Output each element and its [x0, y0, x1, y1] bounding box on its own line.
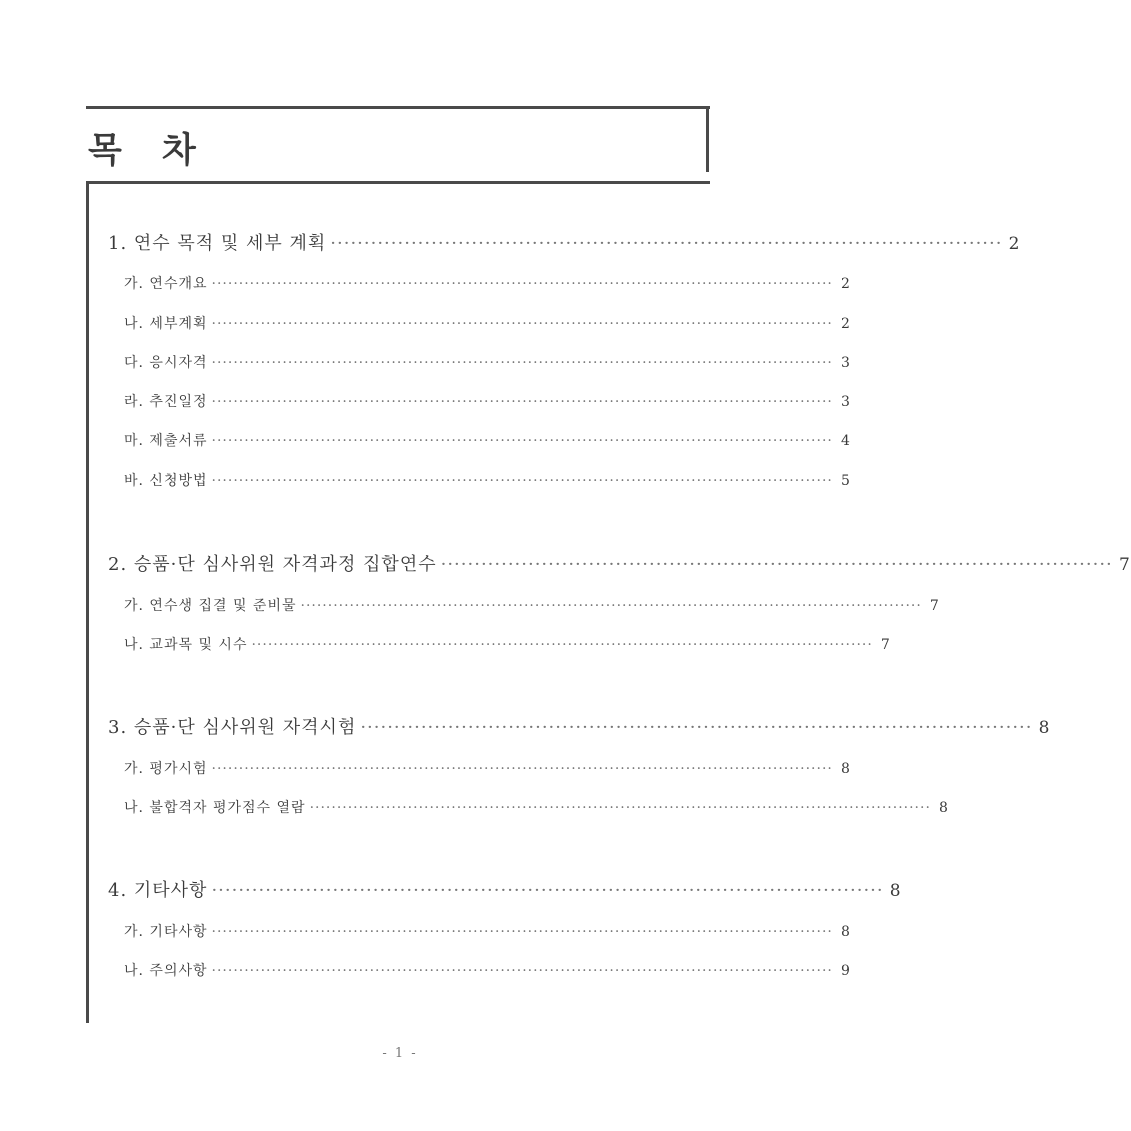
- toc-page-number: 2: [1008, 234, 1021, 254]
- leader-dots: ··················································································································: [211, 433, 833, 449]
- leader-dots: ··················································································································: [211, 394, 833, 410]
- toc-page-number: 8: [1038, 718, 1051, 738]
- toc-item-2-1[interactable]: [108, 595, 940, 615]
- toc-item-label: 마. 제출서류: [124, 433, 208, 449]
- toc-page-number: 5: [840, 473, 851, 489]
- leader-dots: ··················································································································: [251, 637, 873, 653]
- leader-dots: ··················································································································: [300, 598, 922, 614]
- toc-item-label: 바. 신청방법: [124, 473, 208, 489]
- toc-item-4-1[interactable]: [108, 921, 851, 941]
- toc-item-4-2[interactable]: [108, 960, 851, 980]
- toc-item-label: 라. 추진일정: [124, 394, 208, 410]
- toc-item-label: 가. 연수개요: [124, 276, 208, 292]
- toc-page-number: 9: [840, 963, 851, 979]
- toc-page-number: 8: [840, 924, 851, 940]
- toc-item-label: 가. 기타사항: [124, 924, 208, 940]
- leader-dots: ··················································································································: [211, 355, 833, 371]
- toc-item-1-3[interactable]: [108, 352, 851, 372]
- toc-item-label: 가. 평가시험: [124, 761, 208, 777]
- leader-dots: ····································································································: [330, 233, 1003, 254]
- toc-section-label: 3. 승품·단 심사위원 자격시험: [108, 717, 357, 738]
- toc-item-1-2[interactable]: [108, 313, 851, 333]
- toc-page-number: 8: [889, 881, 902, 901]
- toc-page-number: 2: [840, 316, 851, 332]
- toc-item-label: 다. 응시자격: [124, 355, 208, 371]
- toc-item-label: 나. 교과목 및 시수: [124, 637, 248, 653]
- leader-dots: ····································································································: [211, 880, 884, 901]
- leader-dots: ··················································································································: [211, 963, 833, 979]
- toc-item-1-1[interactable]: [108, 273, 851, 293]
- toc-section-label: 1. 연수 목적 및 세부 계획: [108, 233, 327, 254]
- toc-page-number: 2: [840, 276, 851, 292]
- toc-page-number: 3: [840, 394, 851, 410]
- toc-item-3-2[interactable]: [108, 797, 949, 817]
- toc-section-3[interactable]: [108, 713, 1051, 739]
- table-of-contents: [108, 0, 1131, 1131]
- leader-dots: ··················································································································: [211, 761, 833, 777]
- toc-section-label: 4. 기타사항: [108, 880, 208, 901]
- toc-item-3-1[interactable]: [108, 758, 851, 778]
- toc-page-number: 8: [938, 800, 949, 816]
- toc-item-label: 나. 세부계획: [124, 316, 208, 332]
- leader-dots: ··················································································································: [211, 473, 833, 489]
- page-number-footer: - 1 -: [382, 1046, 418, 1061]
- leader-dots: ····································································································: [440, 554, 1113, 575]
- leader-dots: ··················································································································: [309, 800, 931, 816]
- toc-section-2[interactable]: [108, 550, 1131, 576]
- toc-left-rule: [86, 181, 89, 1023]
- page-title: 목 차: [88, 131, 210, 171]
- toc-item-1-6[interactable]: [108, 470, 851, 490]
- leader-dots: ··················································································································: [211, 316, 833, 332]
- toc-item-label: 나. 불합격자 평가점수 열람: [124, 800, 306, 816]
- toc-page-number: 7: [880, 637, 891, 653]
- toc-section-label: 2. 승품·단 심사위원 자격과정 집합연수: [108, 554, 437, 575]
- title-frame-right-rule: [706, 106, 709, 172]
- toc-item-label: 가. 연수생 집결 및 준비물: [124, 598, 297, 614]
- toc-item-2-2[interactable]: [108, 634, 891, 654]
- toc-page-number: 8: [840, 761, 851, 777]
- toc-page-number: 4: [840, 433, 851, 449]
- toc-section-4[interactable]: [108, 876, 902, 902]
- toc-item-1-5[interactable]: [108, 430, 851, 450]
- leader-dots: ····································································································: [360, 717, 1033, 738]
- leader-dots: ··················································································································: [211, 924, 833, 940]
- leader-dots: ··················································································································: [211, 276, 833, 292]
- toc-section-1[interactable]: [108, 229, 1021, 255]
- toc-item-1-4[interactable]: [108, 391, 851, 411]
- toc-page-number: 7: [929, 598, 940, 614]
- toc-page-number: 7: [1118, 555, 1131, 575]
- toc-page-number: 3: [840, 355, 851, 371]
- toc-item-label: 나. 주의사항: [124, 963, 208, 979]
